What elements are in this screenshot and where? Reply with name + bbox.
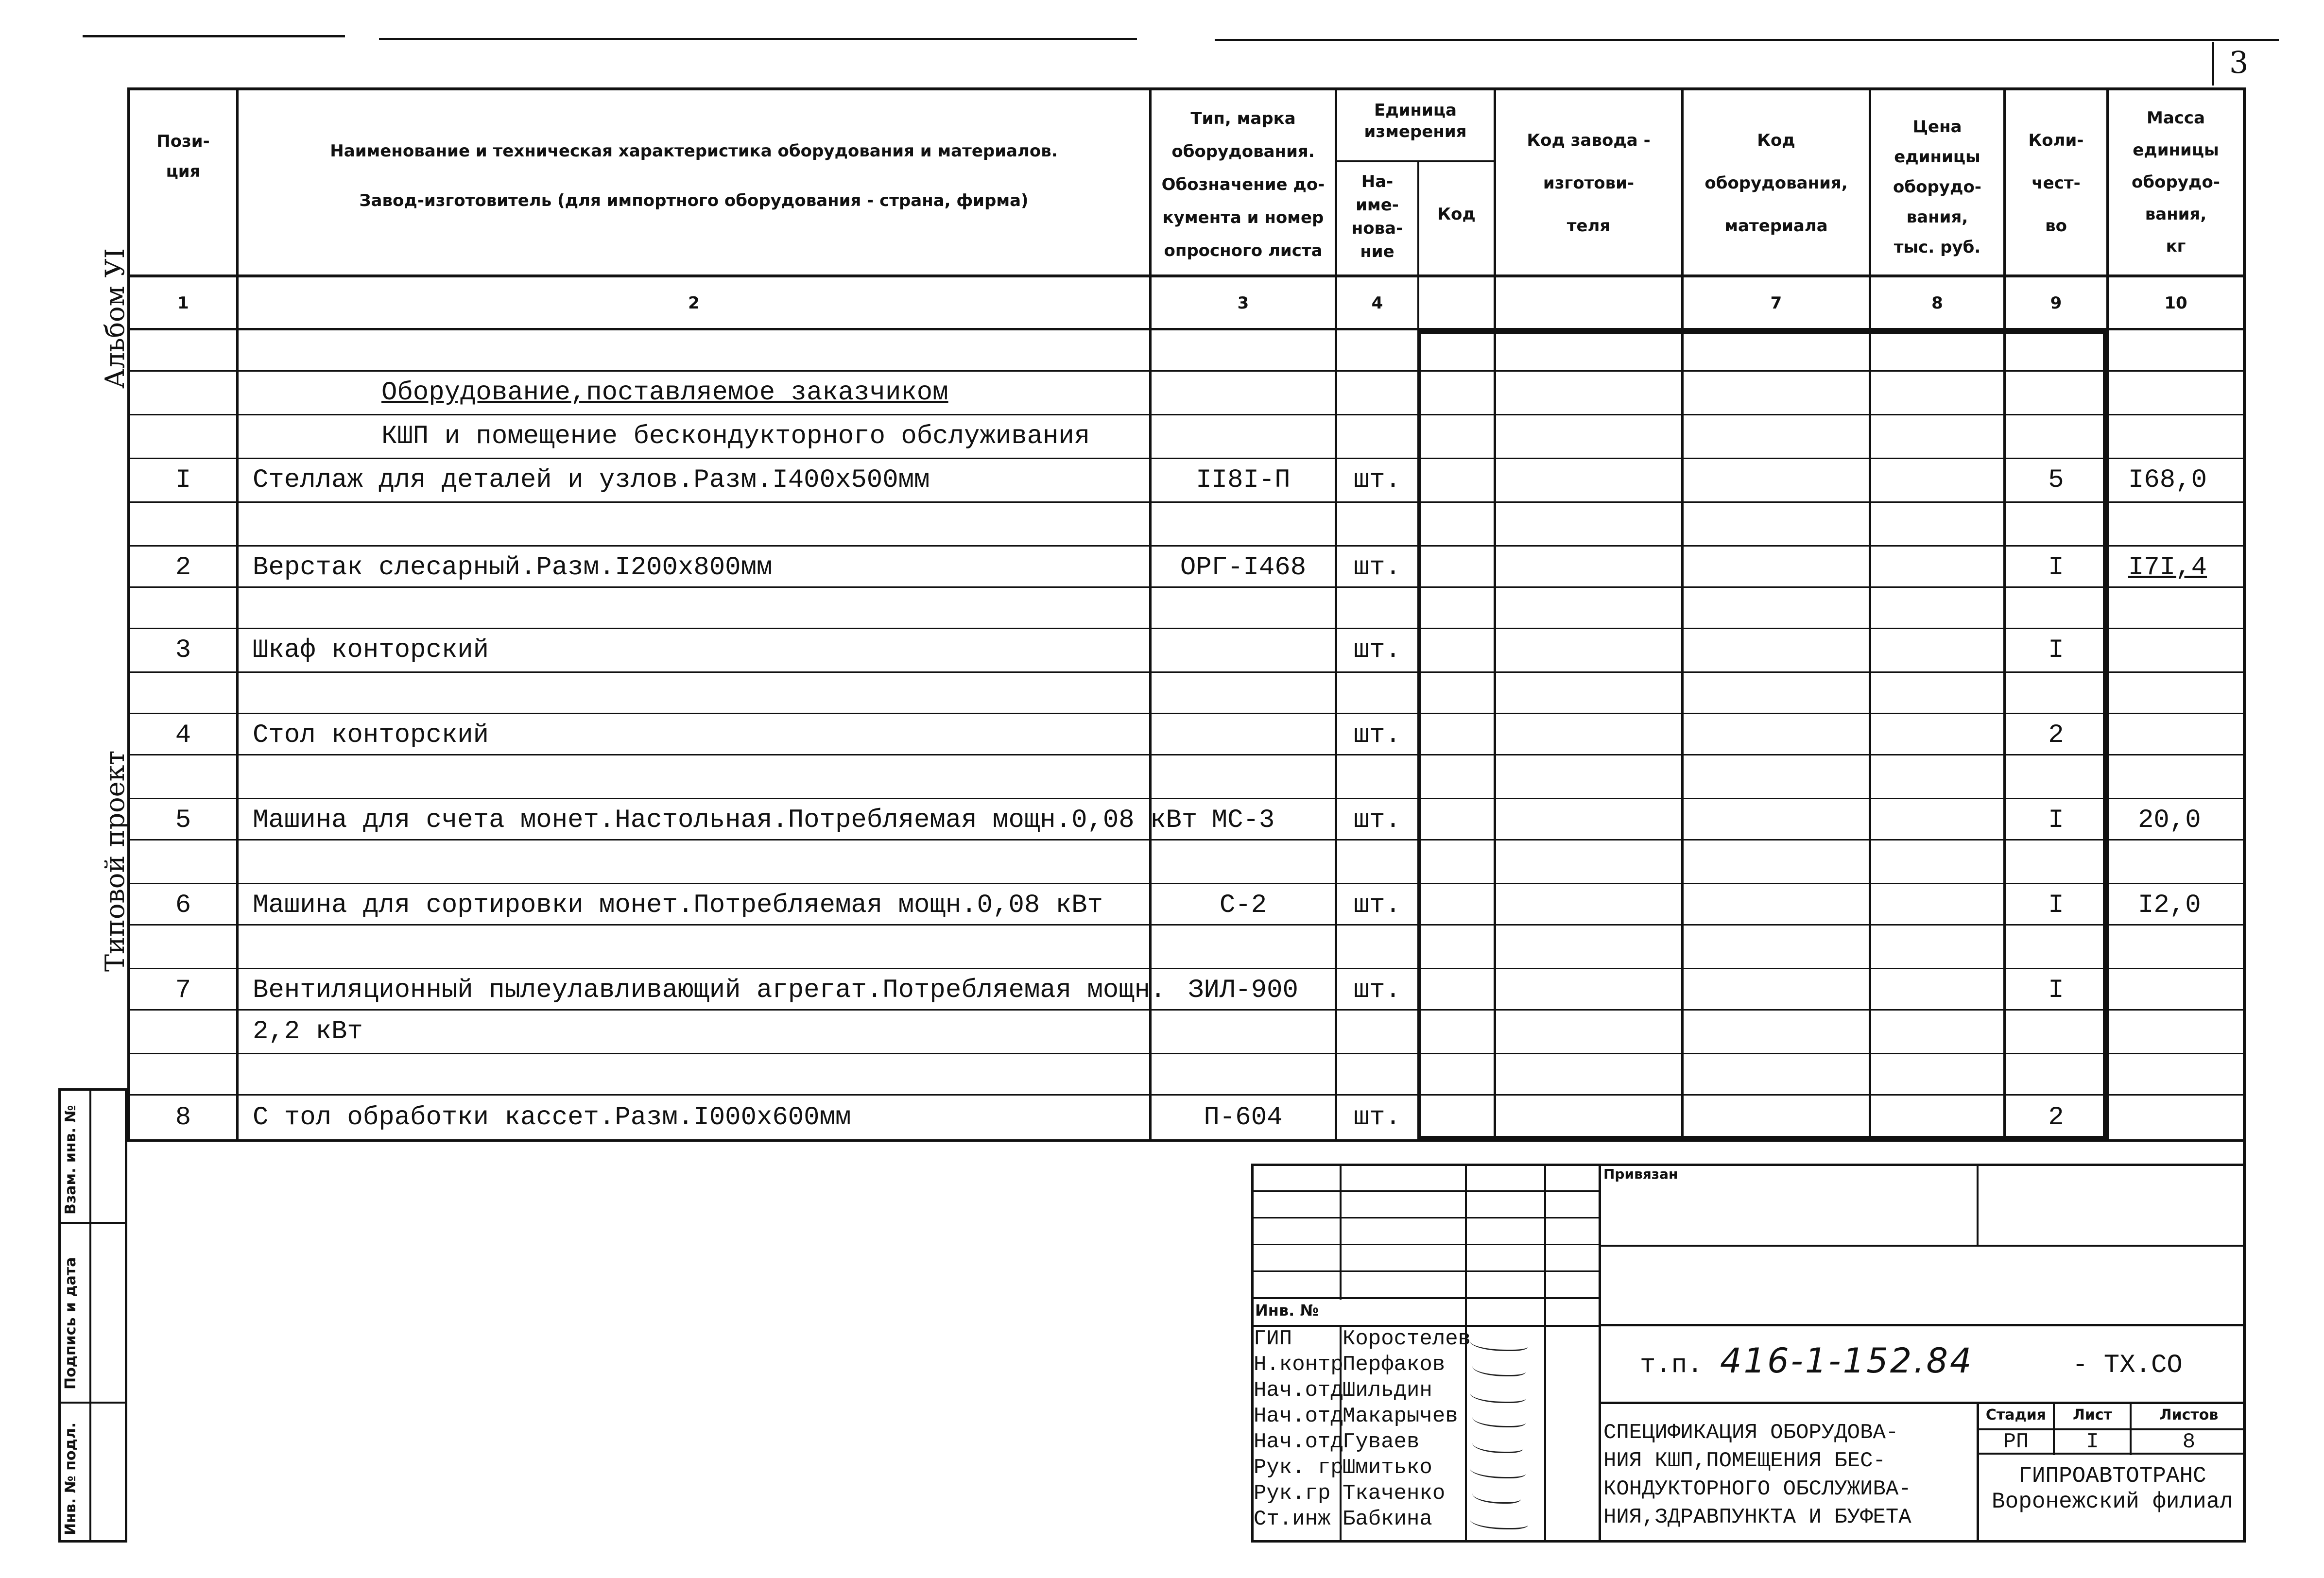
row-type: П-604 <box>1204 1103 1283 1132</box>
row-qty: 5 <box>2048 465 2064 495</box>
colnum-7: 7 <box>1770 293 1782 313</box>
tb-inv-no: Инв. № <box>1255 1301 1319 1320</box>
row-name: Верстак слесарный.Разм.I200x800мм <box>253 553 773 583</box>
tb-doc-code: 416-1-152.84 <box>1720 1341 1974 1381</box>
tb-grid <box>2130 1402 2132 1455</box>
signature <box>1470 1335 1528 1351</box>
row-name: Машина для сортировки монет.Потребляемая мощн.0,08 кВт <box>253 891 1103 920</box>
row-position: I <box>175 465 191 495</box>
colnum-10: 10 <box>2164 293 2187 313</box>
row-position: 3 <box>175 635 191 665</box>
tb-sheet-label: Лист <box>2072 1406 2113 1424</box>
table-top-border <box>127 87 2246 90</box>
stamp-sign-date: Подпись и дата <box>62 1257 79 1389</box>
tb-grid <box>1977 1164 1979 1246</box>
side-label-typical-project: Типовой проект <box>100 750 130 972</box>
row-name: Машина для счета монет.Настольная.Потребляемая мощн.0,08 кВт <box>253 806 1198 835</box>
page-number: 3 <box>2229 45 2249 80</box>
tb-bottom-border <box>1251 1540 2246 1543</box>
row-position: 5 <box>175 806 191 835</box>
tb-names: Коростелев Перфаков Шильдин Макарычев Гуваев Шмитько Ткаченко Бабкина <box>1343 1327 1471 1531</box>
tb-grid <box>1599 1324 2246 1326</box>
tb-sheet: I <box>2086 1430 2099 1454</box>
tb-top-border <box>1251 1164 2246 1166</box>
colnum-8: 8 <box>1931 293 1943 313</box>
row-position: 6 <box>175 891 191 920</box>
row-qty: 2 <box>2048 720 2064 750</box>
stamp-divider <box>89 1088 91 1543</box>
header-col1: Пози- ция <box>156 132 210 181</box>
tb-sheets-label: Листов <box>2159 1406 2219 1424</box>
signature <box>1472 1488 1521 1504</box>
row-unit: шт. <box>1353 976 1401 1005</box>
signature <box>1470 1513 1528 1529</box>
header-bottom-border <box>127 274 2246 277</box>
header-col3: Тип, марка оборудования. Обозначение до- кумента и номер опросного листа <box>1161 109 1325 260</box>
tb-org: ГИПРОАВТОТРАНС <box>2018 1463 2206 1489</box>
stamp-divider <box>58 1222 127 1224</box>
row-mass: I7I,4 <box>2128 553 2207 583</box>
row-unit: шт. <box>1353 635 1401 665</box>
column-divider <box>236 87 239 1142</box>
header-col4a: На- име- нова- ние <box>1351 172 1403 261</box>
colnum-9: 9 <box>2050 293 2062 313</box>
row-unit: шт. <box>1353 720 1401 750</box>
row-unit: шт. <box>1353 465 1401 495</box>
tb-privyazan: Привязан <box>1603 1166 1678 1182</box>
header-col6: Код оборудования, материала <box>1704 131 1848 236</box>
header-col4b: Код <box>1437 205 1476 224</box>
tb-grid <box>1599 1245 2246 1247</box>
header-col9: Масса единицы оборудо- вания, кг <box>2132 108 2220 256</box>
row-mass: I68,0 <box>2128 465 2207 495</box>
tb-doc-code-prefix: т.п. <box>1640 1351 1703 1380</box>
row-mass: 20,0 <box>2138 806 2201 835</box>
row-qty: I <box>2048 806 2064 835</box>
stamp-divider <box>58 1402 127 1404</box>
signature <box>1470 1387 1526 1403</box>
row-type: ОРГ-I468 <box>1180 553 1307 583</box>
row-qty: I <box>2048 891 2064 920</box>
header-col4-group: Единица измерения <box>1364 101 1467 141</box>
row-position: 8 <box>175 1103 191 1132</box>
row-qty: I <box>2048 635 2064 665</box>
row-name: Вентиляционный пылеулавливающий агрегат.Потребляемая мощн. <box>253 976 1166 1005</box>
row-position: 7 <box>175 976 191 1005</box>
tb-stage: РП <box>2003 1430 2029 1454</box>
row-unit: шт. <box>1353 891 1401 920</box>
header-col8: Коли- чест- во <box>2028 131 2084 236</box>
row-unit: шт. <box>1353 806 1401 835</box>
tb-grid <box>2053 1402 2055 1455</box>
stamp-vzam-inv: Взам. инв. № <box>62 1105 79 1215</box>
row-unit: шт. <box>1353 553 1401 583</box>
header-subdivider <box>1335 160 1494 162</box>
stamp-inv-podl: Инв. № подл. <box>62 1422 79 1535</box>
row-position: 2 <box>175 553 191 583</box>
top-rule <box>83 35 345 37</box>
tb-grid <box>1251 1217 1599 1218</box>
tb-grid <box>1251 1297 1599 1299</box>
row-name-continued: 2,2 кВт <box>253 1017 363 1046</box>
section-subtitle: КШП и помещение бескондукторного обслуживания <box>381 422 1090 451</box>
row-mass: I2,0 <box>2138 891 2201 920</box>
colnum-1: 1 <box>177 293 189 313</box>
top-rule <box>379 38 1137 40</box>
tb-branch: Воронежский филиал <box>1992 1489 2233 1514</box>
signature <box>1472 1437 1523 1453</box>
inner-thick-box <box>1417 330 2106 1139</box>
tb-grid <box>1544 1164 1546 1543</box>
row-type: ЗИЛ-900 <box>1188 976 1298 1005</box>
header-col7: Цена единицы оборудо- вания, тыс. руб. <box>1893 117 1981 257</box>
row-qty: I <box>2048 553 2064 583</box>
row-type: МС-3 <box>1211 806 1275 835</box>
header-col2: Наименование и техническая характеристика оборудования и материалов. Завод-изготовитель (для импортного оборудования - страна, фирма) <box>330 141 1058 210</box>
signature <box>1470 1462 1526 1478</box>
colnum-2: 2 <box>688 293 700 313</box>
table-bottom-border <box>127 1139 2246 1142</box>
tb-roles: ГИП Н.контр Нач.отд Нач.отд Нач.отд Рук. гр Рук.гр Ст.инж <box>1254 1327 1343 1531</box>
top-rule <box>1215 39 2279 41</box>
row-unit: шт. <box>1353 1103 1401 1132</box>
header-col5: Код завода - изготови- теля <box>1527 131 1651 236</box>
row-name: Шкаф конторский <box>253 635 489 665</box>
row-name: Стеллаж для деталей и узлов.Разм.I400x500мм <box>253 465 930 495</box>
row-name: Стол конторский <box>253 720 489 750</box>
row-type: С-2 <box>1219 891 1267 920</box>
tb-grid <box>1599 1164 1601 1543</box>
tb-grid <box>1251 1270 1599 1272</box>
tb-sheets: 8 <box>2182 1430 2196 1454</box>
section-title: Оборудование,поставляемое заказчиком <box>381 378 948 408</box>
tb-grid <box>1340 1164 1342 1300</box>
tb-stage-label: Стадия <box>1985 1406 2047 1424</box>
signature <box>1472 1411 1526 1427</box>
side-label-album: Альбом УІ <box>100 248 130 389</box>
tb-description: СПЕЦИФИКАЦИЯ ОБОРУДОВА- НИЯ КШП,ПОМЕЩЕНИЯ БЕС- КОНДУКТОРНОГО ОБСЛУЖИВА- НИЯ,ЗДРАВПУНКТА И БУФЕТА <box>1603 1421 1911 1529</box>
tb-grid <box>1251 1190 1599 1192</box>
tb-doc-code-suffix: - ТХ.СО <box>2072 1351 2183 1380</box>
row-type: II8I-П <box>1196 465 1291 495</box>
row-position: 4 <box>175 720 191 750</box>
page-box-border <box>2212 42 2214 86</box>
row-qty: I <box>2048 976 2064 1005</box>
colnum-3: 3 <box>1237 293 1249 313</box>
colnum-4: 4 <box>1371 293 1383 313</box>
tb-grid <box>1251 1244 1599 1245</box>
row-qty: 2 <box>2048 1103 2064 1132</box>
row-name: С тол обработки кассет.Разм.I000x600мм <box>253 1103 851 1132</box>
signature <box>1472 1360 1526 1376</box>
